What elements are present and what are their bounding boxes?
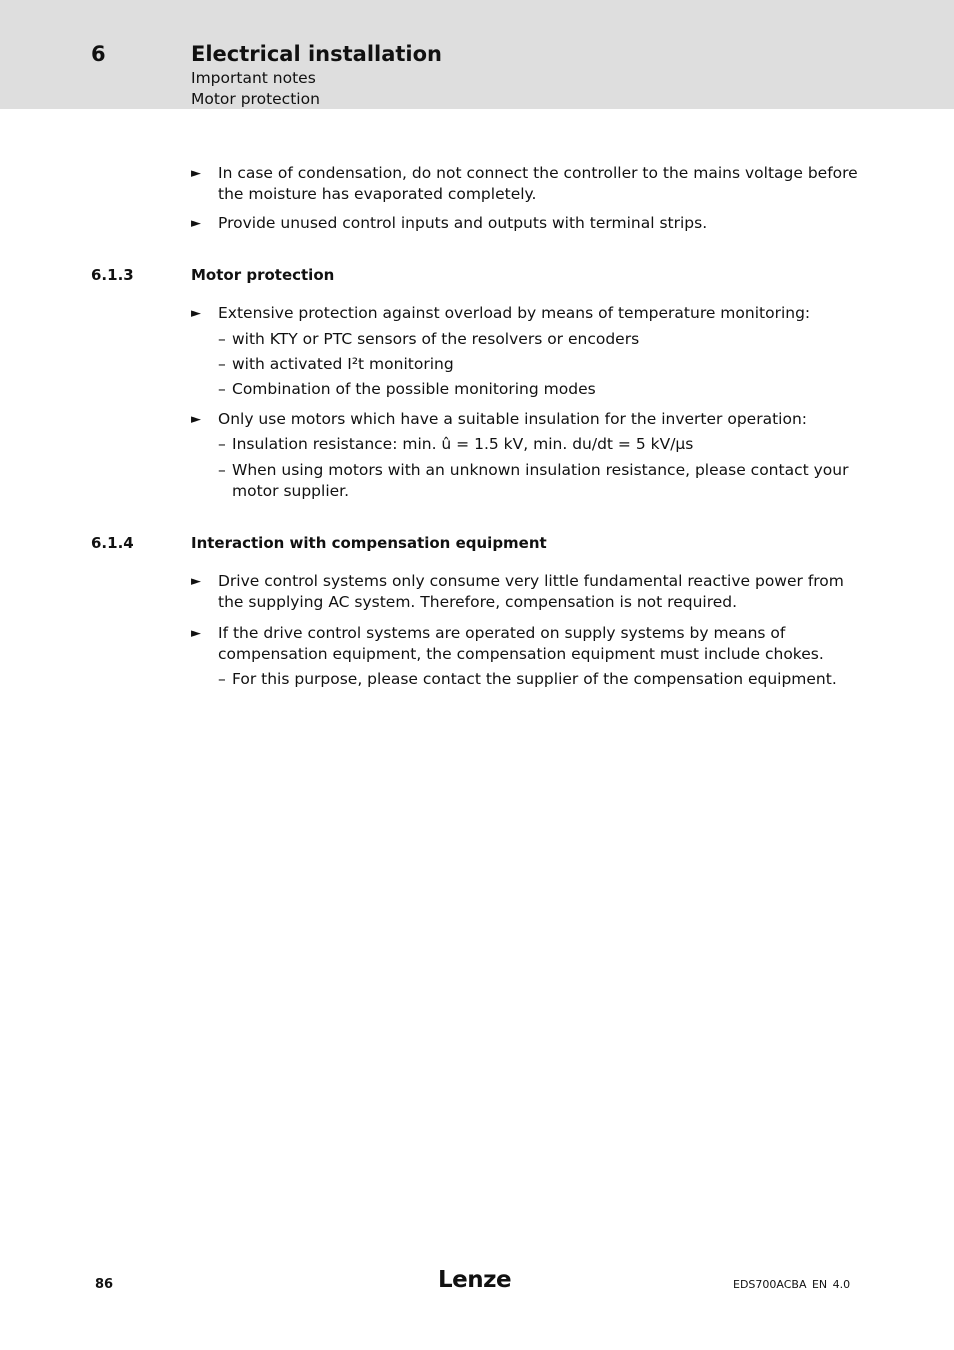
chapter-title: Electrical installation: [191, 42, 442, 66]
bullet-text: Provide unused control inputs and outputs with terminal strips.: [218, 214, 708, 232]
bullet-compensation-chokes: [191, 623, 871, 665]
section-title-motor-protection: Motor protection: [191, 266, 335, 284]
header-subtitle-important-notes: Important notes: [191, 69, 316, 87]
bullet-insulation: [191, 409, 871, 430]
dash-item: [218, 434, 868, 455]
bullet-text: If the drive control systems are operated on supply systems by means of compensation equipment, the compensation equipment must include chokes.: [218, 624, 824, 663]
section-title-compensation: Interaction with compensation equipment: [191, 534, 547, 552]
bullet-text: Only use motors which have a suitable insulation for the inverter operation:: [218, 410, 807, 428]
dash-item: [218, 329, 868, 350]
dash-mark: –: [218, 330, 226, 348]
bullet-arrow-icon: ►: [191, 626, 201, 641]
bullet-reactive-power: [191, 571, 871, 613]
dash-mark: –: [218, 435, 226, 453]
section-number-614: 6.1.4: [91, 534, 134, 552]
bullet-text: Drive control systems only consume very little fundamental reactive power from the supplying AC system. Therefore, compensation is not required.: [218, 572, 844, 611]
dash-mark: –: [218, 461, 226, 479]
dash-text: For this purpose, please contact the supplier of the compensation equipment.: [232, 670, 837, 688]
dash-text: When using motors with an unknown insulation resistance, please contact your motor supplier.: [232, 461, 849, 500]
bullet-arrow-icon: ►: [191, 306, 201, 321]
dash-text: Insulation resistance: min. û = 1.5 kV, min. du/dt = 5 kV/µs: [232, 435, 694, 453]
bullet-arrow-icon: ►: [191, 216, 201, 231]
dash-text: with activated I²t monitoring: [232, 355, 454, 373]
lenze-logo: Lenze: [438, 1267, 512, 1293]
bullet-arrow-icon: ►: [191, 166, 201, 181]
dash-item: [218, 460, 868, 502]
bullet-arrow-icon: ►: [191, 412, 201, 427]
dash-text: Combination of the possible monitoring modes: [232, 380, 596, 398]
bullet-condensation: [191, 163, 871, 205]
dash-mark: –: [218, 380, 226, 398]
bullet-overload-protection: [191, 303, 871, 324]
dash-item: [218, 669, 868, 690]
dash-item: [218, 379, 868, 400]
section-number-613: 6.1.3: [91, 266, 134, 284]
chapter-number: 6: [91, 42, 106, 66]
header-band: [0, 0, 954, 109]
document-id: EDS700ACBA EN 4.0: [733, 1278, 851, 1291]
page-number: 86: [95, 1277, 114, 1292]
bullet-text: In case of condensation, do not connect the controller to the mains voltage before the moisture has evaporated completely.: [218, 164, 858, 203]
dash-mark: –: [218, 670, 226, 688]
bullet-text: Extensive protection against overload by means of temperature monitoring:: [218, 304, 811, 322]
dash-text: with KTY or PTC sensors of the resolvers or encoders: [232, 330, 640, 348]
header-subtitle-motor-protection: Motor protection: [191, 90, 320, 108]
dash-mark: –: [218, 355, 226, 373]
bullet-arrow-icon: ►: [191, 574, 201, 589]
dash-item: [218, 354, 868, 375]
bullet-terminal-strips: [191, 213, 871, 234]
